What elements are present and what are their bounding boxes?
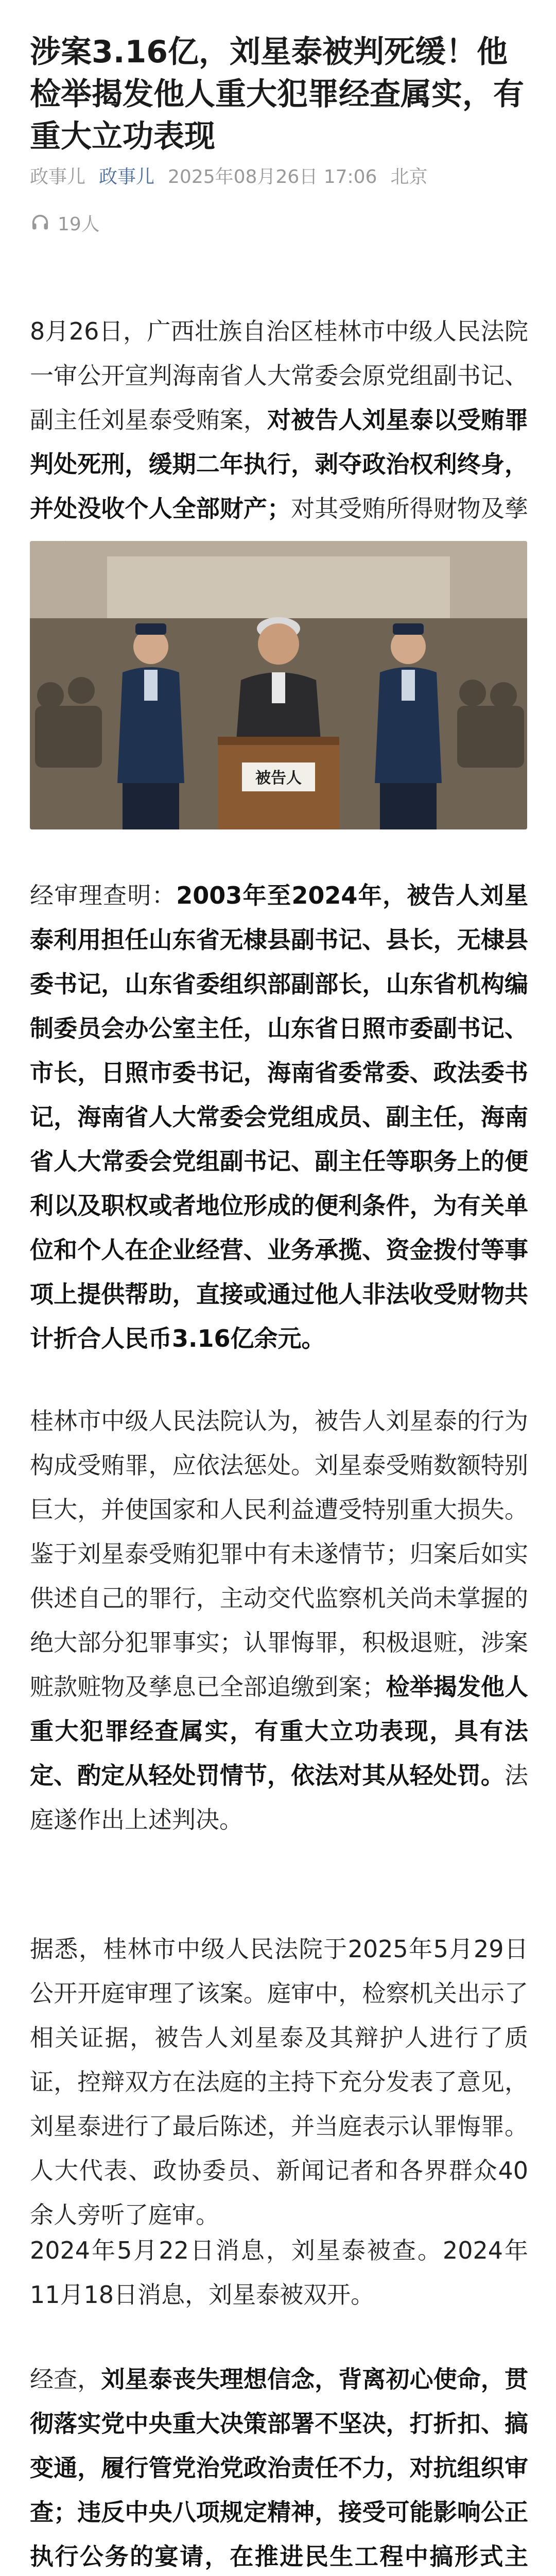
paragraph-bold-text: 对被告人刘星泰以受贿罪判处死刑，缓期二年执行，剥夺政治权利终身，并处没收个人全部财产；: [30, 406, 529, 522]
paragraph-bold-text: 刘星泰丧失理想信念，背离初心使命，贯彻落实党中央重大决策部署不坚决，打折扣、搞变通，履行管党治党政治责任不力，对抗组织审查；违反中央八项规定精神，接受可能影响公正执行公务的宴请，在推进民生工程中搞形式主: [30, 2365, 529, 2570]
article-author-link[interactable]: 政事儿: [99, 166, 155, 188]
courtroom-photo: [30, 541, 527, 829]
paragraph-text: 8月26日，广西壮族自治区桂林市中级人民法院一审公开宣判海南省人大常委会原党组副书记、副主任刘星泰受贿案，: [30, 317, 528, 434]
paragraph: [30, 309, 528, 575]
paragraph: [30, 873, 528, 1361]
defendant-dock: [218, 737, 339, 829]
defendant-sign-text: 被告人: [255, 769, 302, 787]
paragraph-text: 桂林市中级人民法院认为，被告人刘星泰的行为构成受贿罪，应依法惩处。刘星泰受贿数额特别巨大，并使国家和人民利益遭受特别重大损失。鉴于刘星泰受贿犯罪中有未遂情节；归案后如实供述自己的罪行，主动交代监察机关尚未掌握的绝大部分犯罪事实；认罪悔罪，积极退赃，涉案赃款赃物及孳息已全部追缴到案；: [30, 1407, 528, 1701]
paragraph-text: 经审理查明：: [30, 882, 177, 909]
paragraph: [30, 2228, 528, 2317]
article-datetime: 2025年08月26日 17:06: [168, 166, 377, 188]
listen-count-value: 19人: [58, 213, 100, 235]
paragraph-text: 经查，: [30, 2365, 101, 2393]
article-source: 政事儿: [30, 166, 86, 188]
paragraph: [30, 1399, 528, 1842]
article-title: 涉案3.16亿，刘星泰被判死缓！他检举揭发他人重大犯罪经查属实，有重大立功表现: [30, 34, 524, 155]
courtroom-illustration: [30, 541, 527, 829]
paragraph-text: 2024年5月22日消息，刘星泰被查。2024年11月18日消息，刘星泰被双开。: [30, 2236, 528, 2309]
paragraph: [30, 2357, 528, 2576]
listen-count[interactable]: [30, 210, 100, 235]
paragraph-text: 对其受贿所得财物及孳: [291, 495, 529, 522]
paragraph: [30, 1927, 528, 2237]
paragraph-text: 据悉，桂林市中级人民法院于2025年5月29日公开开庭审理了该案。庭审中，检察机关出示了相关证据，被告人刘星泰及其辩护人进行了质证，控辩双方在法庭的主持下充分发表了意见，刘星泰进行了最后陈述，并当庭表示认罪悔罪。人大代表、政协委员、新闻记者和各界群众40余人旁听了庭审。: [30, 1935, 528, 2229]
article-location: 北京: [390, 166, 428, 188]
paragraph-bold-text: 检举揭发他人重大犯罪经查属实，有重大立功表现，具有法定、酌定从轻处罚情节，依法对其从轻处罚。: [30, 1673, 529, 1789]
article-meta: [30, 164, 427, 187]
paragraph-text: 法庭遂作出上述判决。: [30, 1761, 528, 1834]
paragraph-bold-text: 2003年至2024年，被告人刘星泰利用担任山东省无棣县副书记、县长，无棣县委书记，山东省委组织部副部长，山东省机构编制委员会办公室主任，山东省日照市委副书记、市长，日照市委书记，海南省委常委、政法委书记，海南省人大常委会党组成员、副主任，海南省人大常委会党组副书记、副主任等职务上的便利以及职权或者地位形成的便利条件，为有关单位和个人在企业经营、业务承揽、资金拨付等事项上提供帮助，直接或通过他人非法收受财物共计折合人民币3.16亿余元。: [30, 882, 528, 1352]
headphones-icon: [30, 212, 50, 233]
